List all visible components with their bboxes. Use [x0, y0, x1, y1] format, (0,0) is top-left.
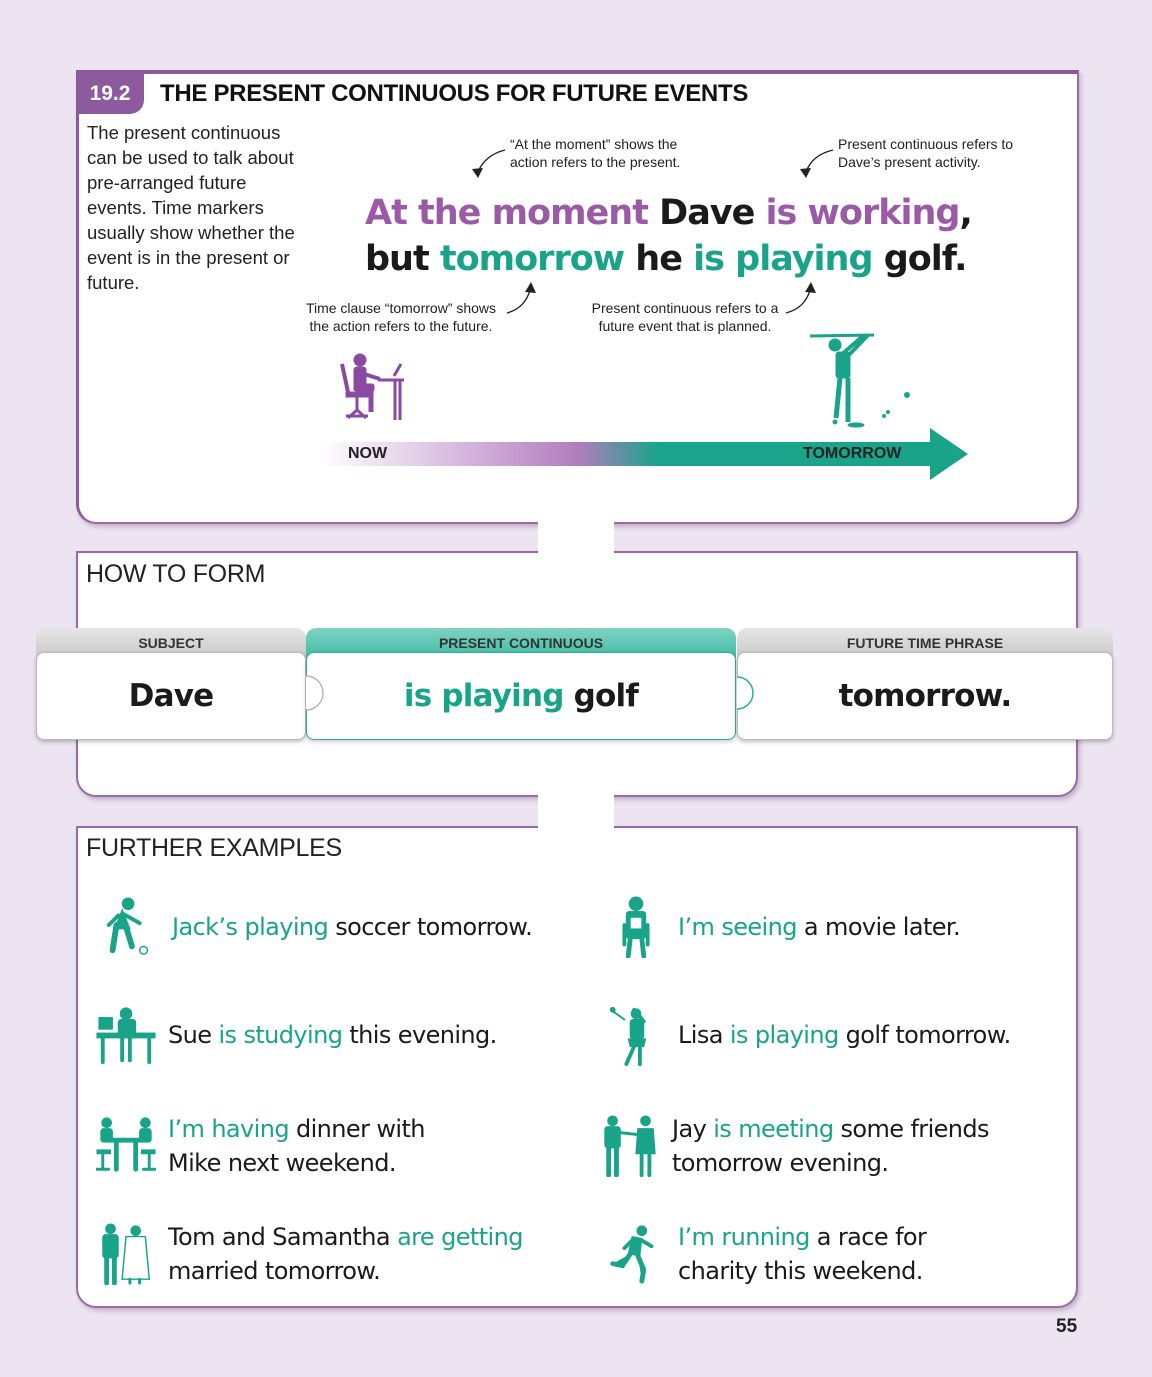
dinner-table-icon — [96, 1115, 156, 1177]
text-segment: he — [624, 239, 694, 279]
annotation-time-clause: Time clause “tomorrow” shows the action refers to the future. — [305, 300, 497, 334]
example-sentence — [678, 1220, 926, 1288]
text-segment: a movie later. — [796, 913, 961, 941]
highlighted-verb: Jack’s playing — [172, 913, 329, 941]
runner-icon — [606, 1223, 666, 1285]
soccer-player-icon — [100, 896, 160, 958]
text-segment: charity this weekend. — [678, 1257, 923, 1285]
intro-text: The present continuous can be used to talk about pre-arranged future events. Time markers usually show whether the event is in the present or future. — [87, 122, 295, 293]
piece-label: PRESENT CONTINUOUS — [306, 628, 736, 658]
text-segment: golf tomorrow. — [838, 1021, 1011, 1049]
text-segment: Dave — [128, 678, 214, 714]
text-segment: tomorrow. — [838, 678, 1012, 714]
puzzle-piece-present-continuous — [306, 628, 736, 740]
sentence-line-1 — [365, 190, 972, 236]
arrow-icon — [786, 290, 810, 313]
timeline-label-now: NOW — [348, 445, 388, 462]
text-segment: a race for — [809, 1223, 927, 1251]
meeting-friends-icon — [600, 1115, 660, 1177]
piece-content — [36, 652, 306, 740]
text-segment: Tom and Samantha — [168, 1223, 398, 1251]
piece-content — [306, 652, 736, 740]
example-sentence — [168, 1112, 425, 1180]
highlighted-verb: is meeting — [713, 1115, 834, 1143]
text-segment: golf. — [872, 239, 967, 279]
example-sentence — [168, 1220, 523, 1288]
example-sentence — [678, 910, 960, 944]
person-at-computer-icon — [338, 352, 410, 426]
text-segment: Sue — [168, 1021, 219, 1049]
example-item — [100, 896, 532, 958]
annotation-present-activity: Present continuous refers to Dave’s present activity. — [838, 136, 1014, 170]
highlighted-verb: is playing — [403, 678, 564, 714]
example-item — [606, 1220, 926, 1288]
example-item — [600, 1112, 989, 1180]
highlighted-verb: At the moment — [365, 193, 648, 233]
text-segment: golf — [563, 678, 639, 714]
piece-label: FUTURE TIME PHRASE — [737, 628, 1113, 658]
female-golfer-icon — [606, 1004, 666, 1066]
example-sentence — [365, 190, 972, 282]
text-segment: married tomorrow. — [168, 1257, 381, 1285]
arrow-icon — [507, 290, 530, 313]
panel-connector — [538, 515, 614, 555]
example-item — [606, 896, 960, 958]
section-number-badge: 19.2 — [76, 74, 144, 114]
annotation-at-the-moment: “At the moment” shows the action refers to the present. — [510, 136, 681, 170]
example-sentence — [168, 1018, 497, 1052]
piece-content — [737, 652, 1113, 740]
piece-label: SUBJECT — [36, 628, 306, 658]
example-item — [96, 1220, 523, 1288]
highlighted-verb: I’m seeing — [678, 913, 797, 941]
highlighted-verb: tomorrow — [439, 239, 625, 279]
annotation-planned-event: Present continuous refers to a future event that is planned. — [591, 300, 779, 334]
highlighted-verb: is playing — [729, 1021, 839, 1049]
puzzle-piece-future-time-phrase — [737, 628, 1113, 740]
example-item — [96, 1004, 497, 1066]
puzzle-piece-subject — [36, 628, 306, 740]
highlighted-verb: is working — [765, 193, 960, 233]
timeline-label-tomorrow: TOMORROW — [803, 445, 902, 462]
highlighted-verb: is studying — [218, 1021, 343, 1049]
page-number: 55 — [1056, 1316, 1078, 1337]
puzzle-knob — [728, 674, 768, 714]
example-sentence — [172, 910, 532, 944]
puzzle-knob — [296, 674, 326, 714]
text-segment: some friends — [833, 1115, 989, 1143]
sentence-line-2 — [365, 236, 972, 282]
further-examples-heading: FURTHER EXAMPLES — [86, 834, 342, 862]
example-item — [96, 1112, 425, 1180]
text-segment: this evening. — [342, 1021, 497, 1049]
example-sentence — [678, 1018, 1011, 1052]
highlighted-verb: I’m running — [678, 1223, 810, 1251]
highlighted-verb: is playing — [693, 239, 873, 279]
golfer-icon — [806, 330, 916, 430]
moviegoer-icon — [606, 896, 666, 958]
text-segment: but — [365, 239, 440, 279]
example-sentence — [672, 1112, 989, 1180]
text-segment: Mike next weekend. — [168, 1149, 396, 1177]
text-segment: dinner with — [288, 1115, 425, 1143]
text-segment: Dave — [647, 193, 766, 233]
text-segment: , — [959, 193, 972, 233]
highlighted-verb: are getting — [397, 1223, 523, 1251]
example-item — [606, 1004, 1011, 1066]
wedding-couple-icon — [96, 1223, 156, 1285]
text-segment: Lisa — [678, 1021, 730, 1049]
text-segment: Jay — [672, 1115, 714, 1143]
student-at-desk-icon — [96, 1004, 156, 1066]
text-segment: soccer tomorrow. — [328, 913, 533, 941]
how-to-form-heading: HOW TO FORM — [86, 560, 266, 588]
panel-connector — [538, 790, 614, 830]
highlighted-verb: I’m having — [168, 1115, 289, 1143]
section-title: THE PRESENT CONTINUOUS FOR FUTURE EVENTS — [160, 80, 749, 107]
text-segment: tomorrow evening. — [672, 1149, 889, 1177]
